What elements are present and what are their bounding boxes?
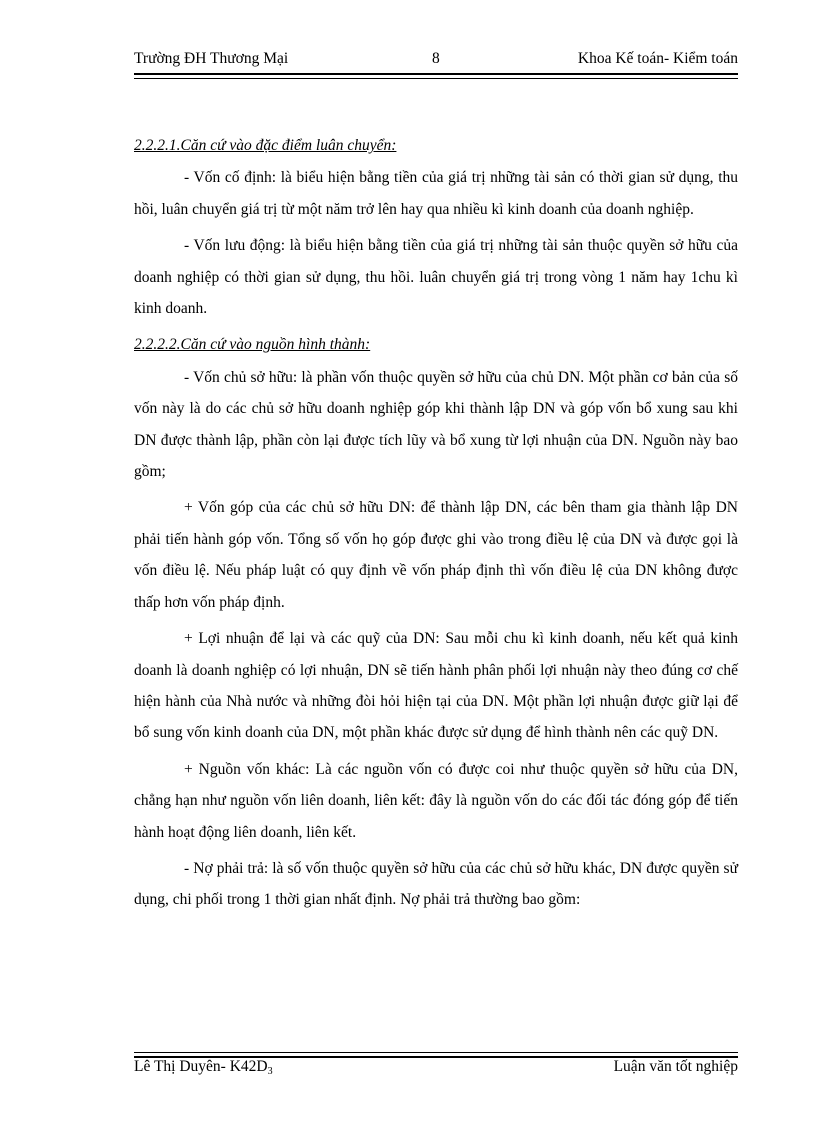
section-heading-2: 2.2.2.2.Căn cứ vào nguồn hình thành: [134,336,371,354]
paragraph-other-capital: + Nguồn vốn khác: Là các nguồn vốn có được coi như thuộc quyền sở hữu của DN, chẳng hạn như nguồn vốn liên doanh, liên kết: đây là nguồn vốn do các đối tác đóng góp để tiến hành hoạt động liên doanh, liên kết. [134,760,738,841]
paragraph-retained-earnings: + Lợi nhuận để lại và các quỹ của DN: Sau mỗi chu kì kinh doanh, nếu kết quả kinh doanh là doanh nghiệp có lợi nhuận, DN sẽ tiến hành phân phối lợi nhuận này theo đúng cơ chế hiện hành của Nhà nước và những đòi hỏi hiện tại của DN. Một phần lợi nhuận được giữ lại để bổ sung vốn kinh doanh của DN, một phần khác được sử dụng để hình thành nên các quỹ DN. [134,630,738,742]
paragraph-fixed-capital: - Vốn cố định: là biểu hiện bằng tiền của giá trị những tài sản có thời gian sử dụng, thu hồi, luân chuyển giá trị từ một năm trở lên hay qua nhiều kì kinh doanh của doanh nghiệp. [134,169,738,218]
header-page-number: 8 [432,50,440,67]
section-heading-1: 2.2.2.1.Căn cứ vào đặc điểm luân chuyển: [134,137,397,154]
footer-author [134,1056,273,1083]
footer-author-name: Lê Thị Duyên- K42D [134,1058,268,1075]
header-school: Trường ĐH Thương Mại [134,50,289,67]
paragraph-contributed-capital: + Vốn góp của các chủ sở hữu DN: để thành lập DN, các bên tham gia thành lập DN phải tiến hành góp vốn. Tổng số vốn họ góp được ghi vào trong điều lệ của DN và được gọi là vốn điều lệ. Nếu pháp luật có quy định về vốn pháp định thì vốn điều lệ của DN không được thấp hơn vốn pháp định. [134,499,738,611]
page-footer [134,1056,738,1078]
footer-doc-type: Luận văn tốt nghiệp [613,1058,738,1075]
paragraph-liabilities: - Nợ phải trả: là số vốn thuộc quyền sở hữu của các chủ sở hữu khác, DN được quyền sử dụng, chi phối trong 1 thời gian nhất định. Nợ phải trả thường bao gồm: [134,859,738,909]
page-header [134,48,738,70]
footer-author-subscript: 3 [267,1066,273,1077]
document-body [134,130,738,921]
header-faculty: Khoa Kế toán- Kiểm toán [577,50,738,67]
paragraph-working-capital: - Vốn lưu động: là biểu hiện bằng tiền của giá trị những tài sản thuộc quyền sở hữu của doanh nghiệp có thời gian sử dụng, thu hồi. luân chuyển giá trị trong vòng 1 năm hay 1chu kì kinh doanh. [134,237,738,318]
header-divider [134,73,738,79]
paragraph-owner-equity: - Vốn chủ sở hữu: là phần vốn thuộc quyền sở hữu của chủ DN. Một phần cơ bản của số vốn này là do các chủ sở hữu doanh nghiệp góp khi thành lập DN và góp vốn bổ xung sau khi DN được thành lập, phần còn lại được tích lũy và bổ xung từ lợi nhuận của DN. Nguồn này bao gồm; [134,368,738,481]
